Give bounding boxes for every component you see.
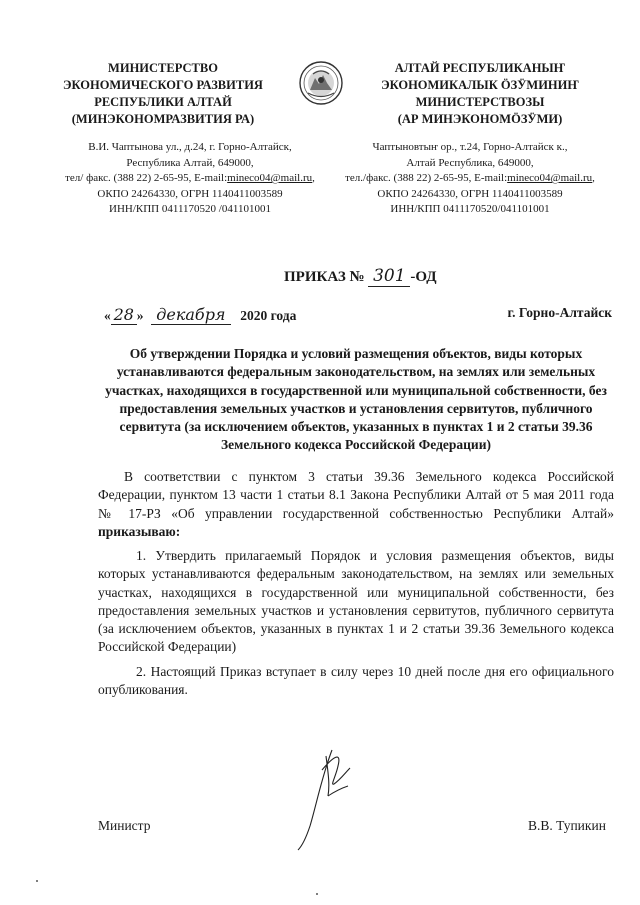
tax-id-line: ИНН/КПП 0411170520/041101001 bbox=[390, 203, 550, 215]
signatory-title: Министр bbox=[98, 818, 151, 833]
phone-text: тел/ факс. (388 22) 2-65-95, E-mail: bbox=[65, 172, 228, 184]
preamble-paragraph bbox=[98, 468, 614, 541]
ministry-name-line: ЭКОНОМИЧЕСКОГО РАЗВИТИЯ bbox=[63, 78, 263, 92]
contact-line bbox=[325, 171, 615, 187]
quote-close: » bbox=[136, 308, 144, 323]
tax-id-line: ИНН/КПП 0411170520 /041101001 bbox=[109, 203, 271, 215]
date-day: 28 bbox=[111, 305, 137, 325]
ministry-name-line: МИНИСТЕРСТВО bbox=[108, 61, 218, 75]
registration-line: ОКПО 24264330, ОГРН 1140411003589 bbox=[97, 187, 283, 200]
address-line: Чаптыновтыҥ ор., т.24, Горно-Алтайск к., bbox=[372, 141, 568, 153]
order-suffix: -ОД bbox=[410, 269, 437, 285]
scan-speck bbox=[316, 893, 318, 895]
address-line: Алтай Республика, 649000, bbox=[406, 156, 534, 169]
ministry-name-line: ЭКОНОМИКАЛЫК ӦЗӰМИНИҤ bbox=[381, 78, 579, 92]
ministry-name-altai bbox=[360, 60, 600, 128]
address-block-altai bbox=[325, 140, 615, 218]
order-item-1: 1. Утвердить прилагаемый Порядок и условия размещения объектов, виды которых устанавливаются федеральным законодательством, на землях или земельных участках, находящихся в государственной или муниципальной собственности, без предоставления земельных участков и установления сервитутов, публичного сервитута (за исключением объектов, указанных в пунктах 1 и 2 статьи 39.36 Земельного кодекса Российской Федерации) bbox=[98, 548, 614, 655]
order-item-2: 2. Настоящий Приказ вступает в силу через 10 дней после дня его официального опубликования. bbox=[98, 664, 614, 698]
handwritten-signature bbox=[292, 746, 358, 854]
email-link[interactable]: mineco04@mail.ru bbox=[227, 172, 313, 184]
date-year: 2020 года bbox=[240, 308, 297, 323]
order-number: 301 bbox=[368, 266, 410, 287]
order-label: ПРИКАЗ № bbox=[284, 269, 365, 285]
signatory-name: В.В. Тупикин bbox=[528, 818, 606, 833]
date-month: декабря bbox=[151, 305, 231, 325]
city-name: г. Горно-Алтайск bbox=[507, 305, 612, 320]
contact-line bbox=[40, 171, 340, 187]
document-title: Об утверждении Порядка и условий размещения объектов, виды которых устанавливаются федеральным законодательством, на землях или земельных участках, находящихся в государственной или муниципальной собственности, без предоставления земельных участков и установления сервитутов, публичного сервитута (за исключением объектов, указанных в пунктах 1 и 2 статьи 39.36 Земельного кодекса Российской Федерации) bbox=[105, 346, 607, 453]
address-line: Республика Алтай, 649000, bbox=[126, 156, 254, 169]
punctuation: , bbox=[312, 172, 315, 184]
order-heading bbox=[284, 266, 437, 287]
order-keyword: приказываю: bbox=[98, 523, 181, 539]
address-line: В.И. Чаптынова ул., д.24, г. Горно-Алтайск, bbox=[88, 141, 292, 153]
preamble-text: В соответствии с пунктом 3 статьи 39.36 Земельного кодекса Российской Федерации, пунктом 13 части 1 статьи 8.1 Закона Республики Алтай от 5 мая 2011 года № 17-РЗ «Об управлении государственной собственностью Республики Алтай» bbox=[98, 469, 614, 521]
quote-open: « bbox=[104, 308, 111, 323]
ministry-name-line: АЛТАЙ РЕСПУБЛИКАНЫҤ bbox=[394, 61, 566, 75]
ministry-name-line: (МИНЭКОНОМРАЗВИТИЯ РА) bbox=[71, 112, 255, 126]
date-line bbox=[104, 305, 612, 325]
ministry-name-line: МИНИСТЕРСТВОЗЫ bbox=[415, 95, 545, 109]
ministry-name-line: (АР МИНЭКОНОМӦЗӰМИ) bbox=[397, 112, 563, 126]
ministry-name-line: РЕСПУБЛИКИ АЛТАЙ bbox=[94, 95, 232, 109]
address-block-russian bbox=[40, 140, 340, 218]
phone-text: тел./факс. (388 22) 2-65-95, E-mail: bbox=[345, 172, 508, 184]
registration-line: ОКПО 24264330, ОГРН 1140411003589 bbox=[377, 187, 563, 200]
scan-speck bbox=[36, 880, 38, 882]
ministry-name-russian bbox=[48, 60, 278, 128]
punctuation: , bbox=[592, 172, 595, 184]
email-link[interactable]: mineco04@mail.ru bbox=[507, 172, 593, 184]
republic-altai-emblem-icon bbox=[298, 60, 344, 106]
